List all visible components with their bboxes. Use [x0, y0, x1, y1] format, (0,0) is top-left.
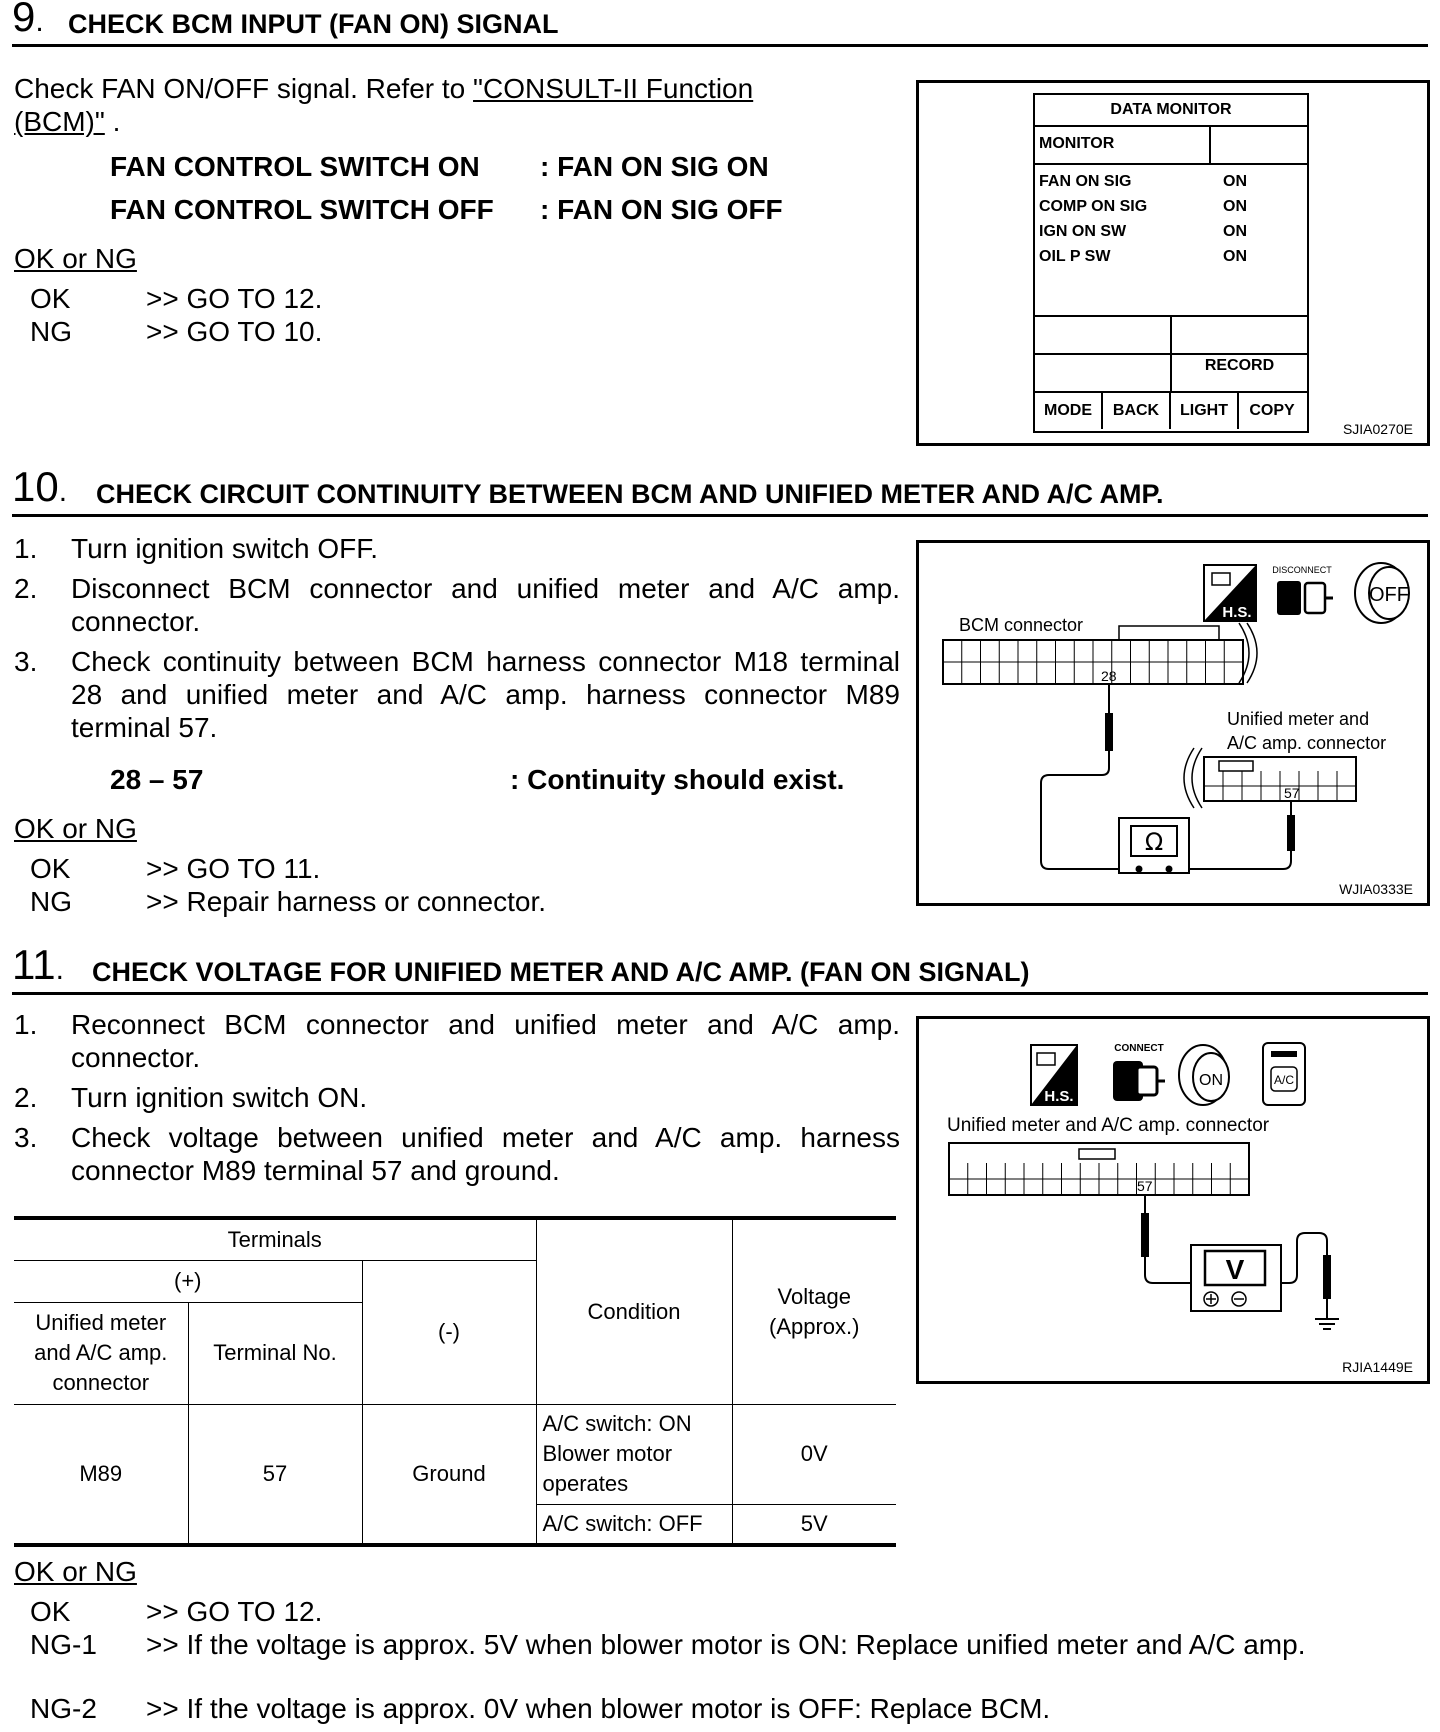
step-number: 2.	[14, 1082, 38, 1113]
record-button[interactable]: RECORD	[1204, 357, 1275, 374]
plus-header: (+)	[14, 1260, 362, 1302]
minus-header: (-)	[362, 1260, 536, 1404]
section-11-header	[12, 941, 1428, 995]
voltage-connector-label: Unified meter and A/C amp. connector	[947, 1115, 1270, 1136]
svg-text:V: V	[1225, 1254, 1245, 1285]
monitor-button-copy[interactable]: COPY	[1249, 402, 1295, 419]
svg-text:H.S.: H.S.	[1222, 604, 1252, 621]
ng1-value: >> If the voltage is approx. 5V when blower motor is ON: Replace unified meter and A/C amp.	[146, 1629, 1306, 1660]
section-11-number: 11.	[12, 941, 64, 988]
section-11-ng2	[30, 1692, 1410, 1725]
ground-cell: Ground	[362, 1404, 536, 1545]
intro-text: Check FAN ON/OFF signal. Refer to	[14, 73, 474, 104]
s10-step-1	[14, 532, 900, 565]
intro-suffix: .	[104, 106, 121, 137]
step-number: 3.	[14, 646, 38, 677]
ng-key: NG	[30, 316, 72, 347]
monitor-button-light[interactable]: LIGHT	[1171, 393, 1239, 429]
step-text: Turn ignition switch OFF.	[71, 533, 379, 564]
svg-text:A/C: A/C	[1273, 1073, 1295, 1087]
monitor-item-name: IGN ON SW	[1039, 223, 1127, 240]
monitor-button-mode[interactable]: MODE	[1035, 393, 1103, 429]
monitor-item-name: COMP ON SIG	[1039, 198, 1148, 215]
svg-text:Ω: Ω	[1144, 828, 1164, 856]
condition-2-cell: A/C switch: OFF	[536, 1504, 732, 1545]
step-number: 1.	[14, 1009, 38, 1040]
spec1-label: FAN CONTROL SWITCH ON	[110, 151, 480, 182]
ng2-key: NG-2	[30, 1693, 97, 1724]
monitor-item-value: ON	[1223, 248, 1247, 265]
ok-key: OK	[30, 1596, 71, 1627]
meter-label-2: A/C amp. connector	[1227, 733, 1387, 753]
consult-ii-link[interactable]: "CONSULT-II Function (BCM)"	[14, 73, 754, 137]
connector-header: Unified meter and A/C amp. connector	[14, 1302, 188, 1404]
bcm-terminal: 28	[1101, 668, 1117, 684]
section-11-ng1	[30, 1628, 1410, 1661]
svg-text:CONNECT: CONNECT	[1114, 1043, 1164, 1054]
step-number: 1.	[14, 533, 38, 564]
disconnect-icon	[1272, 565, 1333, 615]
section-9-header	[12, 0, 1428, 47]
s10-spec-value: : Continuity should exist.	[510, 764, 845, 795]
step-text: Disconnect BCM connector and unified meter and A/C amp. connector.	[71, 573, 900, 637]
continuity-diagram	[919, 543, 1427, 903]
svg-text:ON: ON	[1199, 1072, 1223, 1089]
voltage-1-cell: 0V	[732, 1404, 896, 1504]
section-10-number: 10.	[12, 463, 68, 510]
ohmmeter-icon	[1119, 818, 1189, 873]
ng-key: NG	[30, 886, 72, 917]
voltage-figure	[916, 1016, 1430, 1384]
section-11-ok	[30, 1595, 1410, 1628]
connect-icon	[1113, 1043, 1165, 1101]
section-11-title: CHECK VOLTAGE FOR UNIFIED METER AND A/C AMP. (FAN ON SIGNAL)	[92, 957, 1030, 987]
monitor-item-value: ON	[1223, 198, 1247, 215]
section-10-okng: OK or NG	[14, 813, 137, 844]
ng-value: >> GO TO 10.	[146, 316, 323, 347]
step-text: Turn ignition switch ON.	[71, 1082, 368, 1113]
terminal-header: Terminal No.	[188, 1302, 362, 1404]
table-row	[14, 1218, 896, 1260]
spec2-value: : FAN ON SIG OFF	[540, 194, 783, 225]
s10-step-3	[14, 645, 900, 744]
section-9-number: 9.	[12, 0, 44, 40]
data-monitor-screen	[1033, 93, 1309, 433]
section-9-intro	[14, 72, 814, 138]
s11-step-1	[14, 1008, 900, 1074]
condition-header: Condition	[536, 1218, 732, 1404]
s11-step-3	[14, 1121, 900, 1187]
monitor-item-value: ON	[1223, 223, 1247, 240]
condition-1-cell: A/C switch: ON Blower motor operates	[536, 1404, 732, 1504]
meter-connector	[949, 1143, 1249, 1195]
spec1-value: : FAN ON SIG ON	[540, 151, 769, 182]
section-10-header	[12, 463, 1428, 517]
monitor-item-value: ON	[1223, 173, 1247, 190]
s10-step-2	[14, 572, 900, 638]
ok-value: >> GO TO 11.	[146, 853, 321, 884]
step-text: Check voltage between unified meter and A/C amp. harness connector M89 terminal 57 and ground.	[71, 1122, 900, 1186]
figure-code: RJIA1449E	[1342, 1359, 1413, 1375]
step-number: 3.	[14, 1122, 38, 1153]
voltmeter-icon	[1191, 1245, 1281, 1311]
voltage-2-cell: 5V	[732, 1504, 896, 1545]
section-9-ok	[30, 282, 530, 315]
table-row	[14, 1404, 896, 1504]
svg-text:DISCONNECT: DISCONNECT	[1272, 565, 1332, 575]
continuity-figure	[916, 540, 1430, 906]
ng-value: >> Repair harness or connector.	[146, 886, 547, 917]
monitor-button-back[interactable]: BACK	[1103, 393, 1171, 429]
meter-terminal: 57	[1284, 785, 1300, 801]
ignition-off-icon	[1355, 563, 1409, 623]
step-number: 2.	[14, 573, 38, 604]
s10-spec-label: 28 – 57	[110, 764, 204, 795]
terminals-header: Terminals	[14, 1218, 536, 1260]
ac-switch-icon	[1263, 1043, 1305, 1105]
section-9-okng: OK or NG	[14, 243, 137, 274]
section-11-okng: OK or NG	[14, 1556, 137, 1587]
voltage-terminal: 57	[1137, 1178, 1153, 1194]
monitor-item-name: OIL P SW	[1039, 248, 1111, 265]
terminals-table	[14, 1216, 896, 1547]
bcm-connector-label: BCM connector	[959, 615, 1084, 635]
ok-value: >> GO TO 12.	[146, 283, 323, 314]
ok-key: OK	[30, 853, 71, 884]
ng2-value: >> If the voltage is approx. 0V when blower motor is OFF: Replace BCM.	[146, 1693, 1051, 1724]
section-9-title: CHECK BCM INPUT (FAN ON) SIGNAL	[68, 9, 559, 39]
section-10-ok	[30, 852, 630, 885]
hs-icon	[1204, 565, 1256, 621]
ng1-key: NG-1	[30, 1629, 97, 1660]
step-text: Check continuity between BCM harness connector M18 terminal 28 and unified meter and A/C amp. harness connector M89 terminal 57.	[71, 646, 900, 743]
voltage-diagram	[919, 1019, 1427, 1381]
spec2-label: FAN CONTROL SWITCH OFF	[110, 194, 494, 225]
data-monitor-header: DATA MONITOR	[1035, 95, 1307, 127]
monitor-buttons	[1035, 393, 1307, 429]
meter-label-1: Unified meter and	[1227, 709, 1370, 729]
divider-v	[1170, 317, 1172, 393]
section-9-ng	[30, 315, 530, 348]
monitor-item-name: FAN ON SIG	[1039, 173, 1132, 190]
hs-icon	[1031, 1045, 1077, 1105]
divider-2	[1035, 353, 1307, 355]
figure-code: SJIA0270E	[1342, 421, 1413, 437]
voltage-header: Voltage (Approx.)	[732, 1218, 896, 1404]
connector-cell: M89	[14, 1404, 188, 1545]
monitor-row	[1035, 127, 1307, 165]
section-10-title: CHECK CIRCUIT CONTINUITY BETWEEN BCM AND UNIFIED METER AND A/C AMP.	[96, 479, 1164, 509]
s11-step-2	[14, 1081, 900, 1114]
meter-connector	[1184, 748, 1356, 808]
svg-text:H.S.: H.S.	[1044, 1088, 1074, 1105]
ok-key: OK	[30, 283, 71, 314]
section-10-ng	[30, 885, 630, 918]
svg-text:OFF: OFF	[1369, 584, 1409, 606]
monitor-label: MONITOR	[1039, 135, 1115, 152]
step-text: Reconnect BCM connector and unified meter and A/C amp. connector.	[71, 1009, 900, 1073]
figure-code: WJIA0333E	[1339, 881, 1413, 897]
terminal-cell: 57	[188, 1404, 362, 1545]
monitor-divider	[1209, 127, 1211, 163]
data-monitor-figure	[916, 80, 1430, 446]
ground-icon	[1315, 1319, 1339, 1329]
ok-value: >> GO TO 12.	[146, 1596, 323, 1627]
ignition-on-icon	[1179, 1045, 1229, 1105]
